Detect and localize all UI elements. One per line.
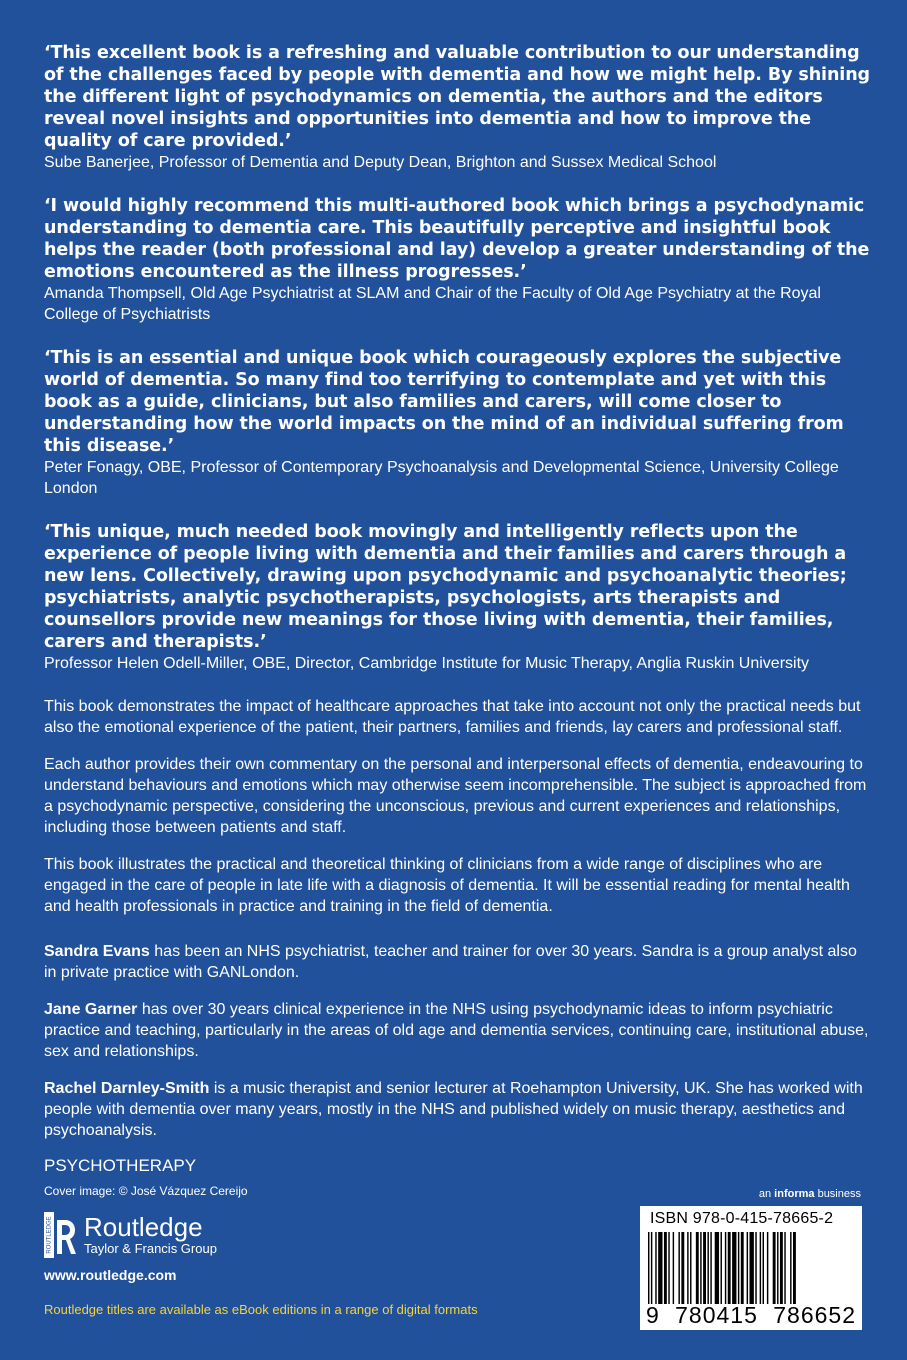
barcode-bar	[700, 1232, 701, 1304]
category-label: PSYCHOTHERAPY	[44, 1156, 197, 1175]
barcode-bar	[777, 1232, 778, 1304]
description-paragraph-1: This book demonstrates the impact of healthcare approaches that take into account not only the practical needs but also the emotional experience of the patient, their partners, families and friends, lay carers and professional staff.	[44, 698, 861, 736]
author-bio-text-2: has over 30 years clinical experience in the NHS using psychodynamic ideas to inform psychiatric practice and teaching, particularly in the areas of old age and dementia services, continuing care, institutional abuse, sex and relationships.	[44, 1001, 869, 1060]
barcode-bar	[750, 1232, 754, 1304]
barcode-bar	[763, 1232, 764, 1304]
barcode-bar	[715, 1232, 719, 1304]
barcode-bar	[707, 1232, 708, 1304]
barcode-bar	[687, 1232, 688, 1304]
barcode-bar	[710, 1232, 711, 1304]
quote-4-text: ‘This unique, much needed book movingly and intelligently reflects upon the experience of people living with dementia and their families and carers through a new lens. Collectively, drawing upon psychodynamic and psychoanalytic theories; psychiatrists, analytic psychotherapists, psychologists, arts therapists and counsellors provide new meanings for those living with dementia, their families, carers and therapists.’	[44, 522, 847, 652]
barcode-bar	[690, 1232, 691, 1304]
cover-image-credit: Cover image: © José Vázquez Cereijo	[44, 1184, 248, 1198]
barcode-bars	[648, 1232, 854, 1304]
barcode-bar	[738, 1232, 739, 1304]
isbn-barcode	[640, 1206, 862, 1330]
barcode-digit-lead: 9	[646, 1302, 660, 1328]
author-bio-3	[44, 1078, 872, 1141]
barcode-bar	[784, 1232, 785, 1304]
barcode-bar	[732, 1232, 736, 1304]
author-bio-text-3: is a music therapist and senior lecturer at Roehampton University, UK. She has worked with people with dementia over many years, mostly in the NHS and published widely on music therapy, aesthetics and psychoanalysis.	[44, 1080, 863, 1139]
barcode-bar	[668, 1232, 669, 1304]
barcode-bar	[767, 1232, 768, 1304]
author-name-1: Sandra Evans	[44, 943, 150, 960]
barcode-bar	[678, 1232, 679, 1304]
quote-2-attribution: Amanda Thompsell, Old Age Psychiatrist at SLAM and Chair of the Faculty of Old Age Psychiatry at the Royal College of Psychiatrists	[44, 285, 821, 323]
routledge-icon-label: ROUTLEDGE	[46, 1216, 53, 1254]
quote-1-attribution: Sube Banerjee, Professor of Dementia and Deputy Dean, Brighton and Sussex Medical School	[44, 154, 717, 171]
author-name-2: Jane Garner	[44, 1001, 138, 1018]
barcode-bar	[741, 1232, 744, 1304]
barcode-bar	[780, 1232, 783, 1304]
barcode-bar	[725, 1232, 726, 1304]
quote-3-text: ‘This is an essential and unique book which courageously explores the subjective world of dementia. So many find too terrifying to contemplate and yet with this book as a guide, clinicians, but also families and carers, will come closer to understanding how the world impacts on the mind of an individual suffering from this disease.’	[44, 348, 844, 456]
barcode-bar	[755, 1232, 756, 1304]
barcode-bar	[728, 1232, 731, 1304]
barcode-bar	[655, 1232, 656, 1304]
routledge-logo-icon	[44, 1212, 76, 1258]
publisher-group: Taylor & Francis Group	[84, 1240, 217, 1256]
barcode-bar	[648, 1232, 649, 1304]
informa-business-label	[759, 1188, 861, 1200]
publisher-website-link[interactable]: www.routledge.com	[44, 1267, 177, 1283]
quote-3-attribution: Peter Fonagy, OBE, Professor of Contemporary Psychoanalysis and Developmental Science, University College London	[44, 459, 839, 497]
barcode-bar	[664, 1232, 667, 1304]
barcode-bar	[790, 1232, 791, 1304]
informa-prefix: an	[758, 1188, 775, 1200]
author-bio-1	[44, 941, 872, 983]
informa-suffix: business	[814, 1188, 861, 1200]
barcode-bar	[651, 1232, 652, 1304]
publisher-logo	[44, 1212, 217, 1258]
barcode-digits	[646, 1302, 856, 1329]
barcode-bar	[681, 1232, 684, 1304]
isbn-label: ISBN 978-0-415-78665-2	[650, 1210, 834, 1227]
informa-brand: informa	[774, 1188, 815, 1200]
description-paragraph-2: Each author provides their own commentary on the personal and interpersonal effects of dementia, endeavouring to understand behaviours and emotions which may otherwise seem incomprehensible. The subject is approached from a psychodynamic perspective, considering the unconscious, previous and current experiences and relationships, including those between patients and staff.	[44, 756, 867, 836]
barcode-bar	[703, 1232, 706, 1304]
barcode-bar	[673, 1232, 674, 1304]
author-bio-text-1: has been an NHS psychiatrist, teacher and trainer for over 30 years. Sandra is a group analyst also in private practice with GANLondon.	[44, 943, 857, 981]
quote-1-text: ‘This excellent book is a refreshing and valuable contribution to our understanding of the challenges faced by people with dementia and how we might help. By shining the different light of psychodynamics on dementia, the authors and the editors reveal novel insights and opportunities into dementia and how to improve the quality of care provided.’	[44, 43, 870, 151]
barcode-bar	[696, 1232, 699, 1304]
barcode-digit-group-2: 786652	[773, 1302, 856, 1328]
barcode-digit-group-1: 780415	[675, 1302, 758, 1328]
quote-2-text: ‘I would highly recommend this multi-authored book which brings a psychodynamic understanding to dementia care. This beautifully perceptive and insightful book helps the reader (both professional and lay) develop a greater understanding of the emotions encountered as the illness progresses.’	[44, 196, 870, 282]
author-bio-2	[44, 999, 872, 1062]
quote-4-attribution: Professor Helen Odell-Miller, OBE, Director, Cambridge Institute for Music Therapy, Anglia Ruskin University	[44, 655, 810, 672]
barcode-bar	[773, 1232, 776, 1304]
barcode-bar	[747, 1232, 748, 1304]
publisher-name: Routledge	[84, 1211, 203, 1242]
description-paragraph-3: This book illustrates the practical and theoretical thinking of clinicians from a wide range of disciplines who are engaged in the care of people in late life with a diagnosis of dementia. It will be essential reading for mental health and health professionals in practice and training in the field of dementia.	[44, 856, 850, 915]
ebook-availability-note: Routledge titles are available as eBook editions in a range of digital formats	[44, 1302, 478, 1317]
barcode-bar	[658, 1232, 662, 1304]
author-name-3: Rachel Darnley-Smith	[44, 1080, 210, 1097]
cover-text	[44, 42, 872, 1157]
barcode-bar	[721, 1232, 722, 1304]
barcode-bar	[793, 1232, 796, 1304]
barcode-bar	[760, 1232, 761, 1304]
author-bios	[44, 941, 872, 1141]
